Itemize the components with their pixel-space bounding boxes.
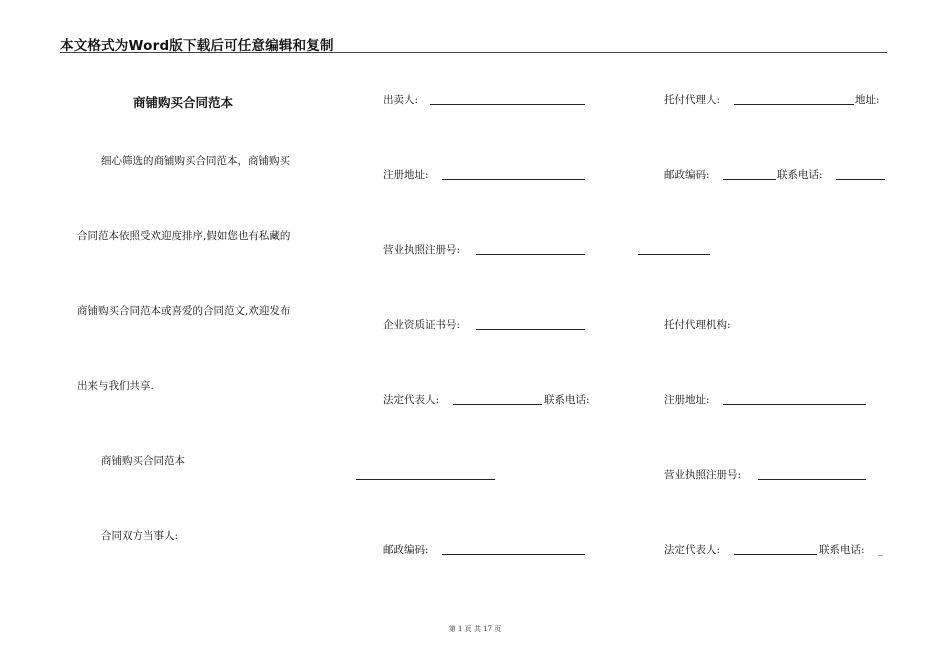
agent-blank [734, 104, 854, 105]
continuation-blank [356, 479, 495, 480]
right-contact-phone-blank [836, 179, 885, 180]
postcode-label: 邮政编码: [383, 544, 429, 556]
agency-label: 托付代理机构: [664, 319, 731, 331]
trailing-mark: _ [878, 544, 884, 556]
right-contact-phone-label: 联系电话: [777, 169, 823, 181]
page-number: 第 1 页 共 17 页 [448, 625, 502, 633]
document-header [60, 34, 887, 53]
right-reg-address-blank [723, 404, 866, 405]
address-label: 地址: [855, 94, 880, 106]
document-title: 商铺购买合同范本 [133, 95, 234, 110]
intro-line-1: 细心筛选的商铺购买合同范本，商铺购买 [101, 155, 290, 167]
intro-line-4: 出来与我们共享. [77, 380, 154, 392]
seller-label: 出卖人: [383, 94, 419, 106]
qualification-label: 企业资质证书号: [383, 319, 461, 331]
right-legal-rep-blank [734, 554, 817, 555]
right-reg-address-label: 注册地址: [664, 394, 710, 406]
right-postcode-label: 邮政编码: [664, 169, 710, 181]
header-title: 本文格式为Word版下载后可任意编辑和复制 [60, 38, 334, 54]
legal-rep-label: 法定代表人: [383, 394, 440, 406]
right-license-no-label: 营业执照注册号: [664, 469, 742, 481]
qualification-blank [476, 329, 585, 330]
intro-line-3: 商铺购买合同范本或喜爱的合同范文,欢迎发布 [77, 305, 291, 317]
subtitle: 商铺购买合同范本 [101, 455, 185, 467]
legal-rep-blank [453, 404, 542, 405]
right-license-no-blank [758, 479, 866, 480]
license-no-label: 营业执照注册号: [383, 244, 461, 256]
extra-blank [638, 254, 710, 255]
license-no-blank [476, 254, 585, 255]
right-contact-phone-label-2: 联系电话: [819, 544, 865, 556]
seller-blank [430, 104, 585, 105]
page-footer [0, 624, 950, 634]
contact-phone-label: 联系电话: [544, 394, 590, 406]
right-postcode-blank [723, 179, 776, 180]
postcode-blank [442, 554, 585, 555]
parties-label: 合同双方当事人: [101, 530, 179, 542]
right-legal-rep-label: 法定代表人: [664, 544, 721, 556]
agent-label: 托付代理人: [664, 94, 721, 106]
reg-address-label: 注册地址: [383, 169, 429, 181]
reg-address-blank [442, 179, 585, 180]
intro-line-2: 合同范本依照受欢迎度排序,假如您也有私藏的 [77, 230, 291, 242]
